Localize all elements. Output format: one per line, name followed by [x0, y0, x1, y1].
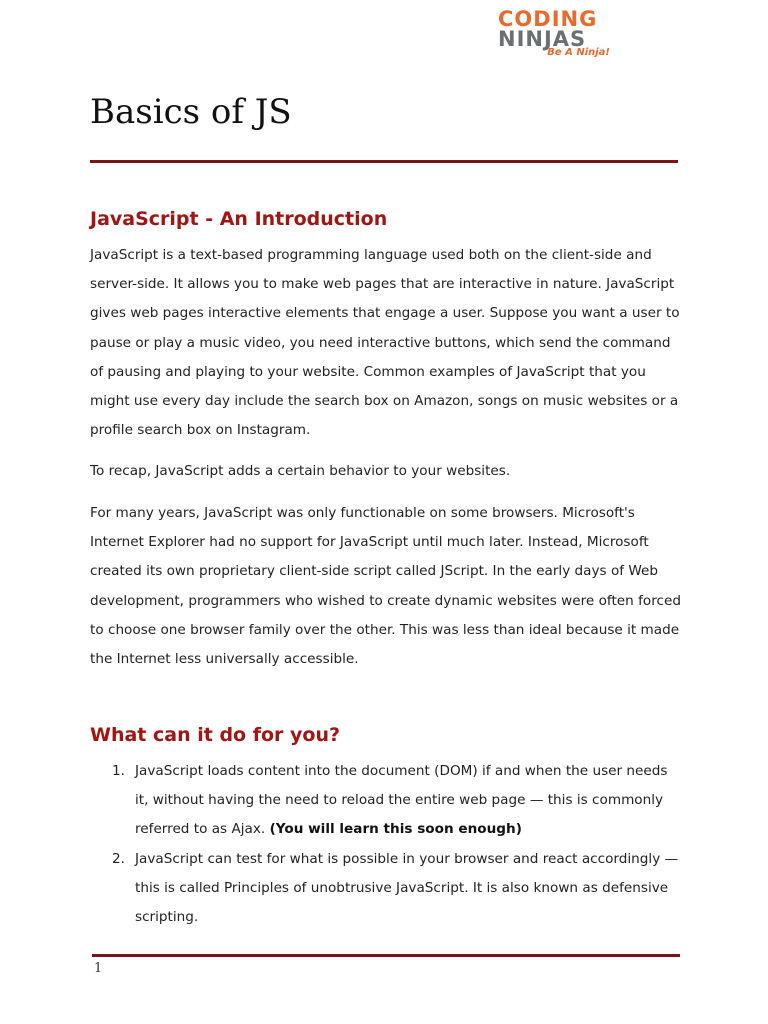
- list-item-text: JavaScript loads content into the document (DOM) if and when the user needs it, without having the need to reload the entire web page — this is commonly referred to as Ajax.: [135, 763, 668, 838]
- list-item: [90, 757, 684, 845]
- page-number: 1: [94, 961, 103, 976]
- list-item: [90, 845, 684, 933]
- list-item-number: 1.: [112, 763, 125, 779]
- list-item-text: JavaScript can test for what is possible in your browser and react accordingly — this is called Principles of unobtrusive JavaScript. It is also known as defensive scripting.: [135, 850, 679, 926]
- uses-list: [90, 757, 684, 932]
- intro-paragraph-3: For many years, JavaScript was only functionable on some browsers. Microsoft's Internet Explorer had no support for JavaScript until much later. Instead, Microsoft created its own proprietary client-side script called JScript. In the early days of Web development, programmers who wished to create dynamic websites were often forced to choose one browser family over the other. This was less than ideal because it made the Internet less universally accessible.: [90, 505, 681, 668]
- intro-paragraph-1: JavaScript is a text-based programming language used both on the client-side and server-side. It allows you to make web pages that are interactive in nature. JavaScript gives web pages interactive elements that engage a user. Suppose you want a user to pause or play a music video, you need interactive buttons, which send the command of pausing and playing to your website. Common examples of JavaScript that you might use every day include the search box on Amazon, songs on music websites or a profile search box on Instagram.: [90, 247, 680, 439]
- logo-bottom-text-value: NINJAS: [498, 27, 587, 51]
- list-item-bold-note: (You will learn this soon enough): [269, 821, 522, 838]
- footer-divider: [92, 954, 680, 957]
- section-heading-introduction: JavaScript - An Introduction: [90, 208, 388, 230]
- logo-tagline: Be A Ninja!: [547, 47, 610, 58]
- logo-top-text-value: CODING: [498, 7, 598, 31]
- header-divider: [90, 160, 678, 163]
- coding-ninjas-logo: [498, 7, 614, 63]
- intro-paragraph-2: To recap, JavaScript adds a certain behavior to your websites.: [90, 463, 511, 479]
- section-heading-uses: What can it do for you?: [90, 724, 340, 746]
- document-title: Basics of JS: [90, 92, 292, 132]
- list-item-number: 2.: [112, 850, 125, 867]
